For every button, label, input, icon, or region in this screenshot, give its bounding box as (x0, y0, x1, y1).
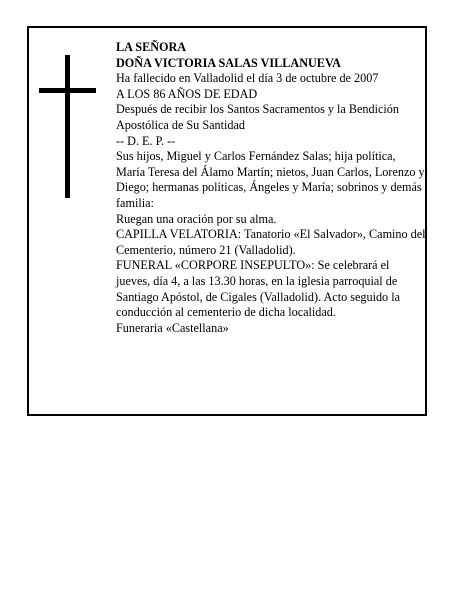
cross-horizontal-bar (39, 88, 96, 93)
funeral-info: FUNERAL «CORPORE INSEPULTO»: Se celebrará el jueves, día 4, a las 13.30 horas, en la iglesia parroquial de Santiago Apóstol, de Cigales (Valladolid). Acto seguido la conducción al cementerio de dicha localidad. (116, 258, 400, 320)
cross-vertical-bar (65, 55, 70, 198)
notice-text (116, 40, 426, 336)
funeral-home: Funeraria «Castellana» (116, 320, 229, 335)
sacraments-statement: Después de recibir los Santos Sacramentos y la Bendición Apostólica de Su Santidad (116, 102, 399, 132)
obituary-notice (27, 26, 427, 416)
prayer-request: Ruegan una oración por su alma. (116, 211, 277, 226)
notice-title: LA SEÑORA (116, 40, 187, 54)
death-statement: Ha fallecido en Valladolid el día 3 de octubre de 2007 (116, 71, 379, 86)
cross-icon (39, 55, 99, 198)
age-statement: A LOS 86 AÑOS DE EDAD (116, 86, 258, 101)
chapel-info: CAPILLA VELATORIA: Tanatorio «El Salvador», Camino del Cementerio, número 21 (Valladolid). (116, 227, 426, 257)
rip-line: -- D. E. P. -- (116, 133, 176, 148)
deceased-name: DOÑA VICTORIA SALAS VILLANUEVA (116, 55, 341, 70)
family-list: Sus hijos, Miguel y Carlos Fernández Salas; hija política, María Teresa del Álamo Martín; nietos, Juan Carlos, Lorenzo y Diego; hermanas políticas, Ángeles y María; sobrinos y demás familia: (116, 149, 425, 210)
